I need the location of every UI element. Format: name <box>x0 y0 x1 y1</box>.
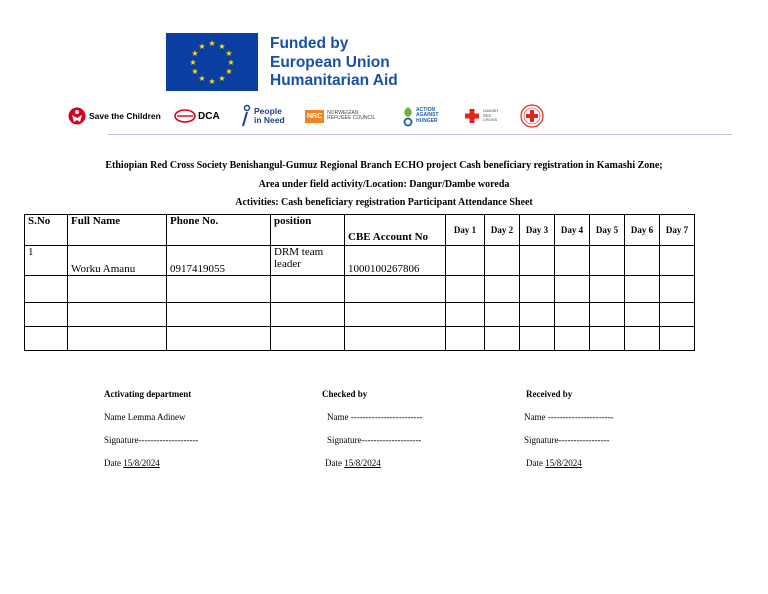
col-header-day1: Day 1 <box>446 215 485 246</box>
eu-flag-icon <box>166 33 258 91</box>
checked-name: Name ------------------------ <box>327 412 423 422</box>
checked-signature: Signature-------------------- <box>327 435 422 445</box>
empty-cell <box>68 327 167 351</box>
funded-line-3: Humanitarian Aid <box>270 72 398 89</box>
cell-day <box>485 246 520 276</box>
col-header-full-name: Full Name <box>68 215 167 246</box>
header-divider <box>108 134 732 135</box>
empty-cell <box>167 276 271 303</box>
date-label: Date <box>325 458 345 468</box>
aah-line-3: HUNGER <box>416 117 438 124</box>
activities-line: Activities: Cash beneficiary registration Participant Attendance Sheet <box>235 197 533 208</box>
svg-text:★: ★ <box>189 58 197 67</box>
svg-text:★: ★ <box>198 74 206 83</box>
svg-text:★: ★ <box>191 49 199 58</box>
nrc-line-1: NORWEGIAN <box>327 109 359 116</box>
location-line: Area under field activity/Location: Dangur/Dambe woreda <box>258 179 510 190</box>
checked-date <box>325 458 423 468</box>
empty-cell <box>271 327 345 351</box>
cell-cbe: 1000100267806 <box>345 246 446 276</box>
col-header-cbe: CBE Account No <box>345 215 446 246</box>
cell-day <box>446 246 485 276</box>
received-by-block <box>526 389 614 468</box>
drc-line-2: RED <box>483 112 492 118</box>
attendance-table <box>24 214 695 351</box>
svg-text:★: ★ <box>225 49 233 58</box>
empty-cell <box>590 327 625 351</box>
empty-cell <box>660 327 695 351</box>
nrc-line-2: REFUGEE COUNCIL <box>327 115 376 121</box>
empty-cell <box>590 276 625 303</box>
activating-head: Activating department <box>104 389 192 399</box>
cell-position-line-1: DRM team <box>274 246 324 258</box>
empty-cell <box>520 327 555 351</box>
empty-cell <box>555 303 590 327</box>
empty-cell <box>590 303 625 327</box>
col-header-day7: Day 7 <box>660 215 695 246</box>
empty-cell <box>345 303 446 327</box>
empty-cell <box>25 276 68 303</box>
cell-position <box>271 246 345 276</box>
red-cross-emblem-icon <box>520 104 544 128</box>
received-signature: Signature----------------- <box>524 435 610 445</box>
activating-name: Name Lemma Adinew <box>104 412 186 422</box>
empty-cell <box>68 276 167 303</box>
col-header-phone: Phone No. <box>167 215 271 246</box>
empty-cell <box>660 303 695 327</box>
date-value: 15/8/2024 <box>545 458 582 468</box>
empty-cell <box>167 303 271 327</box>
empty-cell <box>68 303 167 327</box>
people-in-need-line-1: People <box>254 106 282 116</box>
cell-day <box>520 246 555 276</box>
empty-cell <box>446 327 485 351</box>
cell-full-name: Worku Amanu <box>68 246 167 276</box>
empty-cell <box>625 276 660 303</box>
col-header-day5: Day 5 <box>590 215 625 246</box>
cell-day <box>625 246 660 276</box>
checked-by-block <box>322 389 423 468</box>
people-in-need-icon <box>240 104 252 128</box>
empty-cell <box>625 327 660 351</box>
cell-phone: 0917419055 <box>167 246 271 276</box>
empty-cell <box>520 276 555 303</box>
svg-text:★: ★ <box>198 42 206 51</box>
aah-line-1: ACTION <box>416 106 436 113</box>
date-label: Date <box>526 458 546 468</box>
save-the-children-logo <box>68 101 161 131</box>
table-row-empty <box>25 276 695 303</box>
dca-label: DCA <box>198 110 220 122</box>
svg-text:★: ★ <box>208 77 216 86</box>
empty-cell <box>167 327 271 351</box>
svg-text:★: ★ <box>218 74 226 83</box>
danish-red-cross-logo <box>464 101 498 131</box>
col-header-day4: Day 4 <box>555 215 590 246</box>
received-name: Name ---------------------- <box>524 412 614 422</box>
col-header-day3: Day 3 <box>520 215 555 246</box>
empty-cell <box>555 327 590 351</box>
table-row-empty <box>25 303 695 327</box>
date-value: 15/8/2024 <box>123 458 160 468</box>
partner-logos <box>66 101 566 131</box>
empty-cell <box>520 303 555 327</box>
people-in-need-logo <box>240 101 285 131</box>
empty-cell <box>485 303 520 327</box>
red-cross-icon <box>464 108 480 124</box>
empty-cell <box>345 327 446 351</box>
funded-line-2: European Union <box>270 53 390 71</box>
eu-funding-banner <box>166 33 416 93</box>
received-head: Received by <box>526 389 573 399</box>
document-title: Ethiopian Red Cross Society Benishangul-Gumuz Regional Branch ECHO project Cash beneficiary registration in Kamashi Zone; <box>105 160 663 171</box>
empty-cell <box>660 276 695 303</box>
dca-icon <box>174 108 196 124</box>
empty-cell <box>555 276 590 303</box>
empty-cell <box>446 276 485 303</box>
funded-by-text <box>270 35 398 91</box>
svg-text:★: ★ <box>227 58 235 67</box>
people-in-need-line-2: in Need <box>254 115 285 125</box>
drc-line-1: DANISH <box>483 108 499 114</box>
cell-day <box>660 246 695 276</box>
dca-logo <box>174 101 220 131</box>
funded-line-1: Funded by <box>270 35 349 52</box>
leaf-icon <box>402 105 414 127</box>
empty-cell <box>25 303 68 327</box>
received-date <box>526 458 614 468</box>
col-header-position: position <box>271 215 345 246</box>
date-label: Date <box>104 458 124 468</box>
checked-head: Checked by <box>322 389 368 399</box>
svg-text:★: ★ <box>218 42 226 51</box>
drc-line-3: CROSS <box>483 117 498 123</box>
nrc-logo <box>305 101 375 131</box>
date-value: 15/8/2024 <box>344 458 381 468</box>
col-header-day2: Day 2 <box>485 215 520 246</box>
empty-cell <box>25 327 68 351</box>
col-header-sno: S.No <box>25 215 68 246</box>
table-row-empty <box>25 327 695 351</box>
activating-department-block <box>104 389 198 468</box>
table-row <box>25 246 695 276</box>
activating-date <box>104 458 198 468</box>
save-the-children-icon <box>68 107 86 125</box>
cell-position-line-2: leader <box>274 258 301 270</box>
cell-sno: 1 <box>25 246 68 276</box>
cell-day <box>590 246 625 276</box>
svg-text:★: ★ <box>191 67 199 76</box>
empty-cell <box>271 303 345 327</box>
empty-cell <box>485 276 520 303</box>
empty-cell <box>271 276 345 303</box>
table-header-row <box>25 215 695 246</box>
nrc-badge: NRC <box>305 110 324 123</box>
svg-text:★: ★ <box>225 67 233 76</box>
empty-cell <box>446 303 485 327</box>
cell-day <box>555 246 590 276</box>
activating-signature: Signature-------------------- <box>104 435 199 445</box>
empty-cell <box>485 327 520 351</box>
save-the-children-label: Save the Children <box>89 111 161 121</box>
empty-cell <box>625 303 660 327</box>
empty-cell <box>345 276 446 303</box>
svg-text:★: ★ <box>208 39 216 48</box>
col-header-day6: Day 6 <box>625 215 660 246</box>
ethiopian-red-cross-logo <box>520 101 544 131</box>
aah-line-2: AGAINST <box>416 112 439 119</box>
action-against-hunger-logo <box>402 101 439 131</box>
